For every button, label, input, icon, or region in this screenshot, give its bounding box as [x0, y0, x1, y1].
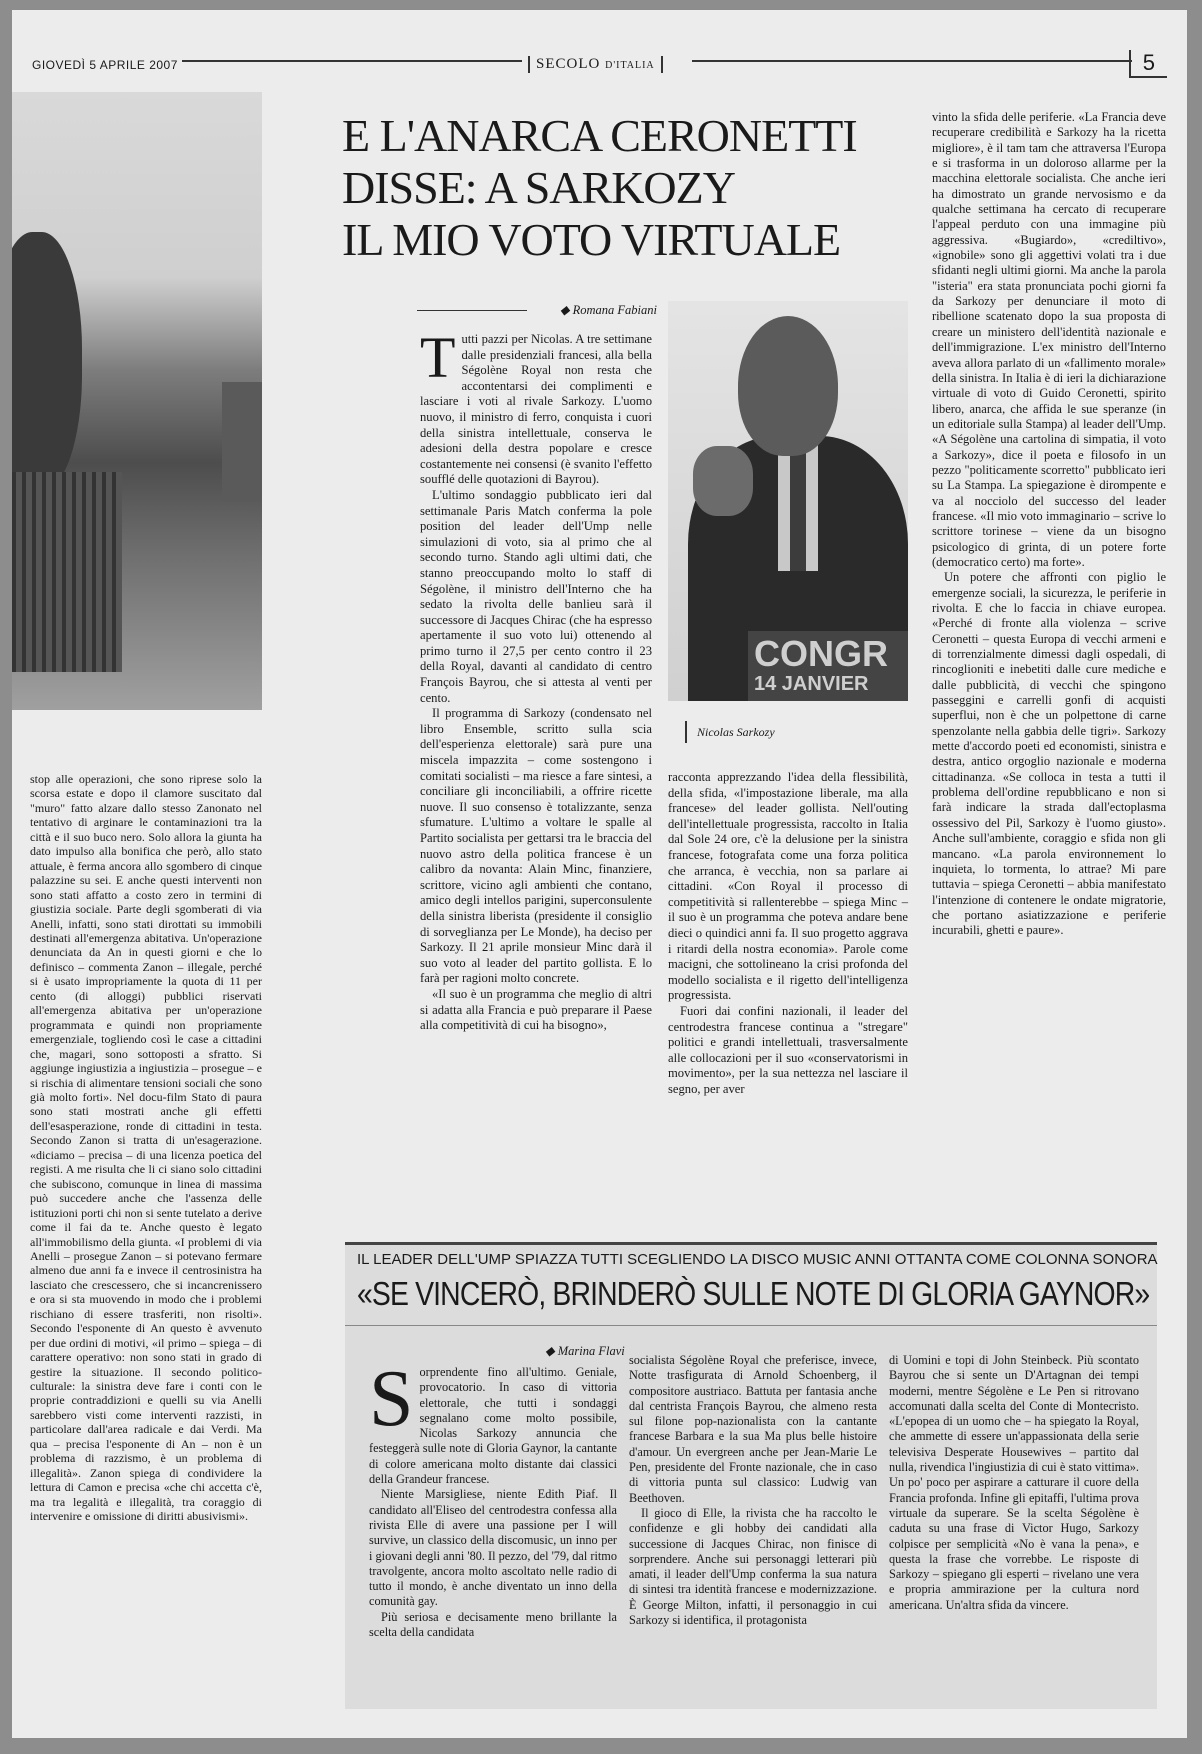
banner-text: CONGR [754, 633, 888, 674]
paragraph: stop alle operazioni, che sono riprese solo la scorsa estate e dopo il clamore suscitato dal "muro" fatto alzare dallo stesso Zanonato nel tentativo di arginare le contaminazioni tra la città e il suo buco nero. Solo allora la giunta ha dato impulso alla bonifica che però, allo stato attuale, è ferma ancora allo sgombero di cinque palazzine su sei. E anche questi interventi non sono stati affatto a costo zero in termini di giustizia sociale. Parte degli sgomberati di via Anelli, infatti, sono stati dirottati su immobili destinati all'emergenza abitativa. Un'operazione denunciata da An in questi giorni e che lo definisco – commenta Zanon – illegale, perché si è usato impropriamente la quota di 11 per cento (di alloggi) pubblici riservati all'emergenza abitativa per un'operazione programmata e quindi non propriamente emergenziale, togliendo così le case a cittadini che, magari, sono sottoposti a sfratto. Si aggiunge ingiustizia a ingiustizia – prosegue – e si rischia di alimentare tensioni sociali che sono già molto forti». Nel docu-film Stato di paura sono stati mostrati anche gli effetti dell'esasperazione, ronde di cittadini in testa. Secondo Zanon si tratta di un'esagerazione. «diciamo – precisa – di una licenza poetica del registi. A me risulta che li ci siano solo cittadini che subiscono, comunque in linea di massima può succedere anche che l'assenza delle istituzioni porti chi non si sente tutelato a derive come il fai da te. Anche questo è legato all'immobilismo della giunta. «I problemi di via Anelli – prosegue Zanon – si potevano fermare almeno due anni fa e invece il centrosinistra ha lasciato che crescessero, che si incancrenissero e ora si sta muovendo in modo che i problemi rischiano di essere trasferiti, non risolti». Secondo l'esponente di An questo è avvenuto per due ordini di motivi, «il primo – spiega – di carattere operativo: non sono stati in grado di gestire la situazione. Il secondo politico-culturale: la sinistra deve fare i conti con le proprie contraddizioni e quelli su via Anelli sarebbero visti come interventi razzisti, in particolare dall'area radicale e dai Verdi. Ma qua – precisa l'esponente di An – non è un problema di razzismo, è un problema di illegalità». Zanon spiega di condividere la lettura di Camon e precisa «che chi accetta c'è, ma tra legalità e illegalità, tra coraggio di intervenire e omissione di diritti abusivismi». [30, 772, 262, 1524]
article-byline: ◆ Romana Fabiani [417, 302, 657, 318]
banner-date: 14 JANVIER [754, 673, 869, 695]
box-rule [345, 1325, 1157, 1326]
paragraph-text: utti pazzi per Nicolas. A tre settimane dalle presidenziali francesi, alla bella Ségolène Royal non resta che accontentarsi dei complimenti e lasciare i voti al rivale Sarkozy. L'uomo nuovo, il ministro di ferro, conquista i cuori della sinistra intellettuale, conserva le adesioni della destra popolare e cresce costantemente nei consensi (è svanito l'effetto soufflé delle quotazioni di Bayrou). [420, 332, 652, 487]
article-headline [342, 110, 902, 266]
street-photo [12, 92, 262, 710]
pointing-hand-shape [693, 446, 753, 516]
paragraph: L'ultimo sondaggio pubblicato ieri dal settimanale Paris Match conferma la pole position del leader dell'Ump nelle simulazioni di voto, sia al primo che al secondo turno. Stando agli ultimi dati, che stanno preoccupando molto lo staff di Ségolène, il ministro dell'Interno che ha sedato la rivolta delle banlieu sarà il successore di Jacques Chirac (che ha espresso apertamente il suo voto lui) ottenendo al primo turno il 27,5 per cento contro il 23 della Royal, davanti al candidato di centro François Bayrou, che si attesta al venti per cento. [420, 487, 652, 705]
masthead-sub: D'ITALIA [605, 60, 655, 71]
paragraph [369, 1355, 617, 1487]
box-byline: ◆ Marina Flavi [545, 1344, 625, 1358]
paragraph: Niente Marsigliese, niente Edith Piaf. Il candidato all'Eliseo del centrodestra confessa alla rivista Elle di avere una passione per I will survive, un classico della discomusic, un inno per i giovani degli anni '80. Il pezzo, del '79, dal ritmo travolgente, ancora molto ascoltato nelle radio di tutto il mondo, è anche diventato un inno della comunità gay. [369, 1487, 617, 1609]
box-column-1 [369, 1355, 617, 1640]
tree-shape [12, 232, 82, 492]
box-column-2 [629, 1353, 877, 1628]
paragraph: socialista Ségolène Royal che preferisce, invece, Notte trasfigurata di Arnold Schoenberg, il compositore austriaco. Battuta per fantasia anche dal centrista François Bayrou, che almeno resta sul filone pop-nazionalista con la cantante francese Barbara e la sua Ma plus belle histoire d'amour. Un evergreen anche per Jean-Marie Le Pen, presidente del Fronte nazionale, che in caso di vittoria punta sul classico: Ludwig van Beethoven. [629, 1353, 877, 1505]
paragraph: vinto la sfida delle periferie. «La Francia deve recuperare credibilità e Sarkozy ha la ricetta migliore», è il tam tam che attraversa l'Europa e si trasforma in un doloroso allarme per la macchina elettorale socialista. Che anche ieri ha dimostrato un grande nervosismo e da qualche settimana ha cercato di recuperare l'appeal perduto con una immagine più aggressiva. «Bugiardo», «crediltivo», «ignobile» sono gli aggettivi volati tra i due sfidanti negli ultimi giorni. Ma anche la parola "isteria" era stata pronunciata pochi giorni fa da Sarkozy per denunciare il moto di ribellione scatenato dopo la sua proposta di creare un ministero dell'identità nazionale e dell'immigrazione. L'ex ministro dell'Interno aveva allora parlato di un «fallimento morale» della sinistra. In Italia è di ieri la dichiarazione virtuale di voto di Guido Ceronetti, spirito libero, anarca, che affida le sue speranze (in un editoriale sulla Stampa) al leader dell'Ump. «A Ségolène una cartolina di simpatia, il voto a Sarkozy», dice il poeta e filosofo in un pezzo "politicamente scorretto" pubblicato ieri su La Stampa. La spiegazione è dirompente e va al nocciolo del successo del leader francese. «Il mio voto immaginario – scrive lo scrittore torinese – viene da un bisogno psicologico di grinta, di un potere forte (democratico certo) ma forte». [932, 110, 1166, 569]
paragraph: Fuori dai confini nazionali, il leader del centrodestra francese continua a "stregare" politici e grandi intellettuali, trasversalmente alle collocazioni per il suo «conservatorismi in movimento», per la sua nettezza nel lasciare il segno, per aver [668, 1003, 908, 1096]
sarkozy-photo [668, 301, 908, 701]
paragraph-text: orprendente fino all'ultimo. Geniale, provocatorio. In caso di vittoria elettorale, che tutti i sondaggi segnalano come molto possibile, Nicolas Sarkozy annuncia che festeggerà sulle note di Gloria Gaynor, la cantante di colore americana molto distante dai classici della Grandeur francese. [369, 1365, 617, 1487]
issue-date: GIOVEDÌ 5 APRILE 2007 [32, 58, 178, 72]
drop-cap: S [369, 1355, 414, 1443]
box-title: «SE VINCERÒ, BRINDERÒ SULLE NOTE DI GLORIA GAYNOR» [357, 1275, 1150, 1312]
paragraph: Più seriosa e decisamente meno brillante la scelta della candidata [369, 1609, 617, 1640]
box-kicker: IL LEADER DELL'UMP SPIAZZA TUTTI SCEGLIENDO LA DISCO MUSIC ANNI OTTANTA COME COLONNA SONORA [357, 1251, 1158, 1268]
house-shape [222, 382, 262, 502]
page-number: 5 [1129, 50, 1167, 78]
paragraph: Il programma di Sarkozy (condensato nel libro Ensemble, scritto sulla scia dell'esperienza elettorale) sarà pure una miscela impazzita – come sostengono i comitati socialisti – ma riesce a fare sintesi, a conciliare gli inconciliabili, a offrire ricette nuove. Il suo consenso è totalizzante, senza sfumature. L'ultimo a voltare le spalle al Partito socialista per gettarsi tra le braccia del nuovo astro della politica francese è un calibro da novanta: Alain Minc, finanziere, scrittore, vicino agli ambienti che contano, amico degli intellos parigini, superconsulente della sinistra liberista (presidente il consiglio di sorveglianza per Le Monde), ha deciso per Sarkozy. Il 21 aprile monsieur Minc darà il suo voto al leader del partito gollista. E lo farà per ragioni molto concrete. [420, 706, 652, 986]
article-column-3 [932, 110, 1166, 939]
headline-line: IL MIO VOTO VIRTUALE [342, 214, 841, 265]
congress-banner [748, 631, 908, 701]
article-column-2 [668, 770, 908, 1097]
paragraph: Un potere che affronti con piglio le emergenze sociali, la sicurezza, le periferie in rivolta. E che lo faccia in chiave europea. «Perché di fronte alla violenza – scrive Ceronetti – questa Europa di vecchi armeni e di torrenzialmente dimessi dagli ospedali, di rincoglioniti e inebetiti dalle cure mediche e dalle pubblicità, di vecchi che spingono passeggini e carrelli gonfi di acquisti superflui, non è che un polpettone di carne spenzolante nella gabbia delle tigri». Sarkozy mette d'accordo poeti ed economisti, sinistra e destra, antico orgoglio nazionale e moderna cittadinanza. «Se colloca in testa a tutti il problema dell'ordine repubblicano e non si farà indicare la strada dall'ectoplasma ossessivo del Pil, Sarkozy è l'uomo giusto». Anche sull'ambiente, coraggio e sfida non gli mancano. «La parola environnement lo inquieta, lo tormenta, lo attrae? Mi pare tuttavia – spiega Ceronetti – abbia manifestato l'intenzione di contenere le ondate migratorie, che portano asiatizzazione e periferie incurabili, ghetti e paure». [932, 570, 1166, 938]
masthead-main: SECOLO [536, 56, 601, 72]
head-shape [738, 316, 838, 456]
fence-shape [12, 472, 122, 672]
paragraph: di Uomini e topi di John Steinbeck. Più scontato Bayrou che si sente un D'Artagnan dei tempi moderni, mentre Ségolène e Le Pen si ritrovano accomunati dalla scelta del Conte di Montecristo. «L'epopea di un uomo che – ha spiegato la Royal, che ammette di essere un'appassionata della serie televisiva Desperate Housewives – partito dal nulla, rivendica l'ingiustizia di cui è stato vittima». Un po' poco per aspirare a catturare il cuore della Francia profonda. Infine gli epitaffi, l'ultima prova virtuale da superare. Se la scelta Ségolène è caduta su una frase di Victor Hugo, Sarkozy colpisce per semplicità «No è vana la pena», e questa la frase che vorrebbe. Le risposte di Sarkozy – spiegano gli esperti – rivelano une vera e propria ammirazione per la cultura nord americana. Un'altra sfida da vincere. [889, 1353, 1139, 1612]
left-column [30, 772, 262, 1524]
headline-line: E L'ANARCA CERONETTI [342, 110, 857, 161]
byline-name: Romana Fabiani [572, 303, 657, 317]
masthead [528, 56, 663, 73]
paragraph: «Il suo è un programma che meglio di altri si adatta alla Francia e può preparare il Paese alla competitività di cui ha bisogno», [420, 986, 652, 1033]
page-header [32, 50, 1167, 80]
paragraph [420, 325, 652, 488]
paragraph: racconta apprezzando l'idea della flessibilità, della sfida, «l'impostazione liberale, ma alla francese» del leader gollista. Nell'outing dell'intellettuale progressista, raccolto in Italia dal Sole 24 ore, c'è la delusione per la sinistra francese, fotografata come una forza politica che arranca, è vecchia, non sa parlare ai cittadini. «Con Royal il processo di competitività si rallenterebbe – spiega Minc – il suo è un programma che poteva andare bene dieci o quindici anni fa. Il suo progetto aggrava i ritardi della nostra economia». Parole come macigni, che sottolineano la crisi profonda del modello socialista e il rigetto dell'intelligenza progressista. [668, 770, 908, 1003]
paragraph: Il gioco di Elle, la rivista che ha raccolto le confidenze e gli hobby dei candidati alla successione di Jacques Chirac, non finisce di sorprendere. Anche sui personaggi letterari più amati, il leader dell'Ump conferma la sua natura di sintesi tra identità francese e modernizzazione. È George Milton, infatti, il personaggio in cui Sarkozy si identifica, il protagonista [629, 1505, 877, 1628]
newspaper-page [12, 10, 1187, 1738]
header-rule [182, 60, 522, 62]
drop-cap: T [420, 325, 456, 390]
article-column-1 [420, 325, 652, 1034]
headline-line: DISSE: A SARKOZY [342, 162, 735, 213]
box-column-3 [889, 1353, 1139, 1613]
photo-caption: Nicolas Sarkozy [697, 725, 775, 739]
box-byline-name: Marina Flavi [557, 1344, 625, 1358]
sidebar-box [345, 1242, 1157, 1709]
header-rule [692, 60, 1132, 62]
tie-shape [790, 451, 806, 571]
